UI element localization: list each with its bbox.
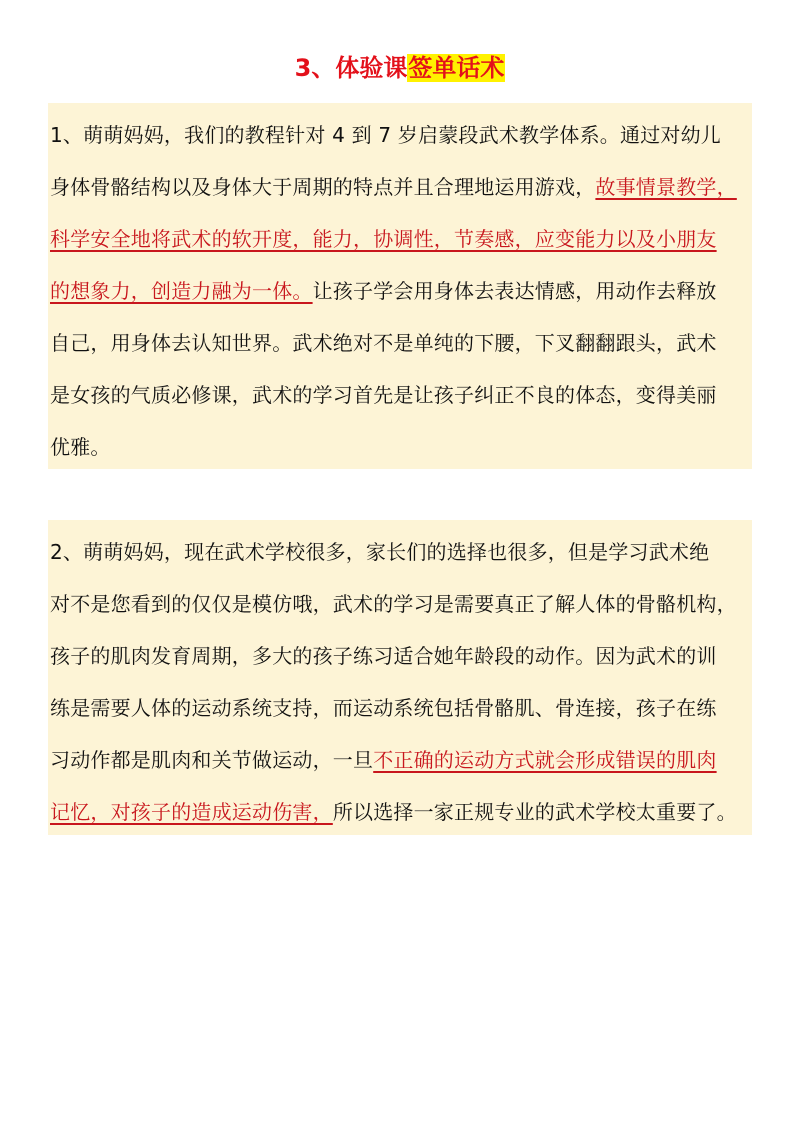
text-run: 1、萌萌妈妈，我们的教程针对 4 到 7 岁启蒙段武术教学体系。通过对幼儿 — [50, 123, 722, 147]
text-line — [50, 734, 750, 786]
text-line — [50, 213, 750, 265]
text-run: 让孩子学会用身体去表达情感，用动作去释放 — [312, 279, 717, 303]
script-section-1 — [48, 103, 752, 469]
text-run: 优雅。 — [50, 435, 111, 459]
title-highlight: 签单话术 — [408, 54, 505, 82]
page-title — [0, 50, 800, 86]
title-text: 3、体验课 — [294, 54, 408, 82]
text-run: 对不是您看到的仅仅是模仿哦，武术的学习是需要真正了解人体的骨骼机构， — [50, 592, 737, 616]
text-line — [50, 578, 750, 630]
text-run: 自己，用身体去认知世界。武术绝对不是单纯的下腰，下叉翻翻跟头，武术 — [50, 331, 717, 355]
text-line — [50, 161, 750, 213]
text-line — [50, 682, 750, 734]
text-run: 是女孩的气质必修课，武术的学习首先是让孩子纠正不良的体态，变得美丽 — [50, 383, 717, 407]
text-run: 身体骨骼结构以及身体大于周期的特点并且合理地运用游戏， — [50, 175, 596, 199]
emphasis-text: 记忆，对孩子的造成运动伤害， — [50, 800, 333, 824]
text-run: 孩子的肌肉发育周期，多大的孩子练习适合她年龄段的动作。因为武术的训 — [50, 644, 717, 668]
text-line — [50, 630, 750, 682]
text-run: 练是需要人体的运动系统支持，而运动系统包括骨骼肌、骨连接，孩子在练 — [50, 696, 717, 720]
emphasis-text: 不正确的运动方式就会形成错误的肌肉 — [373, 748, 717, 772]
emphasis-text: 的想象力，创造力融为一体。 — [50, 279, 313, 303]
text-line — [50, 317, 750, 369]
text-line — [50, 526, 750, 578]
script-section-2 — [48, 520, 752, 835]
text-run: 2、萌萌妈妈，现在武术学校很多，家长们的选择也很多，但是学习武术绝 — [50, 540, 710, 564]
emphasis-text: 科学安全地将武术的软开度，能力，协调性，节奏感，应变能力以及小朋友 — [50, 227, 717, 251]
text-line — [50, 369, 750, 421]
text-run: 所以选择一家正规专业的武术学校太重要了。 — [332, 800, 737, 824]
text-line — [50, 786, 750, 838]
text-line — [50, 109, 750, 161]
text-run: 习动作都是肌肉和关节做运动，一旦 — [50, 748, 374, 772]
text-line — [50, 421, 750, 473]
text-line — [50, 265, 750, 317]
emphasis-text: 故事情景教学， — [595, 175, 737, 199]
